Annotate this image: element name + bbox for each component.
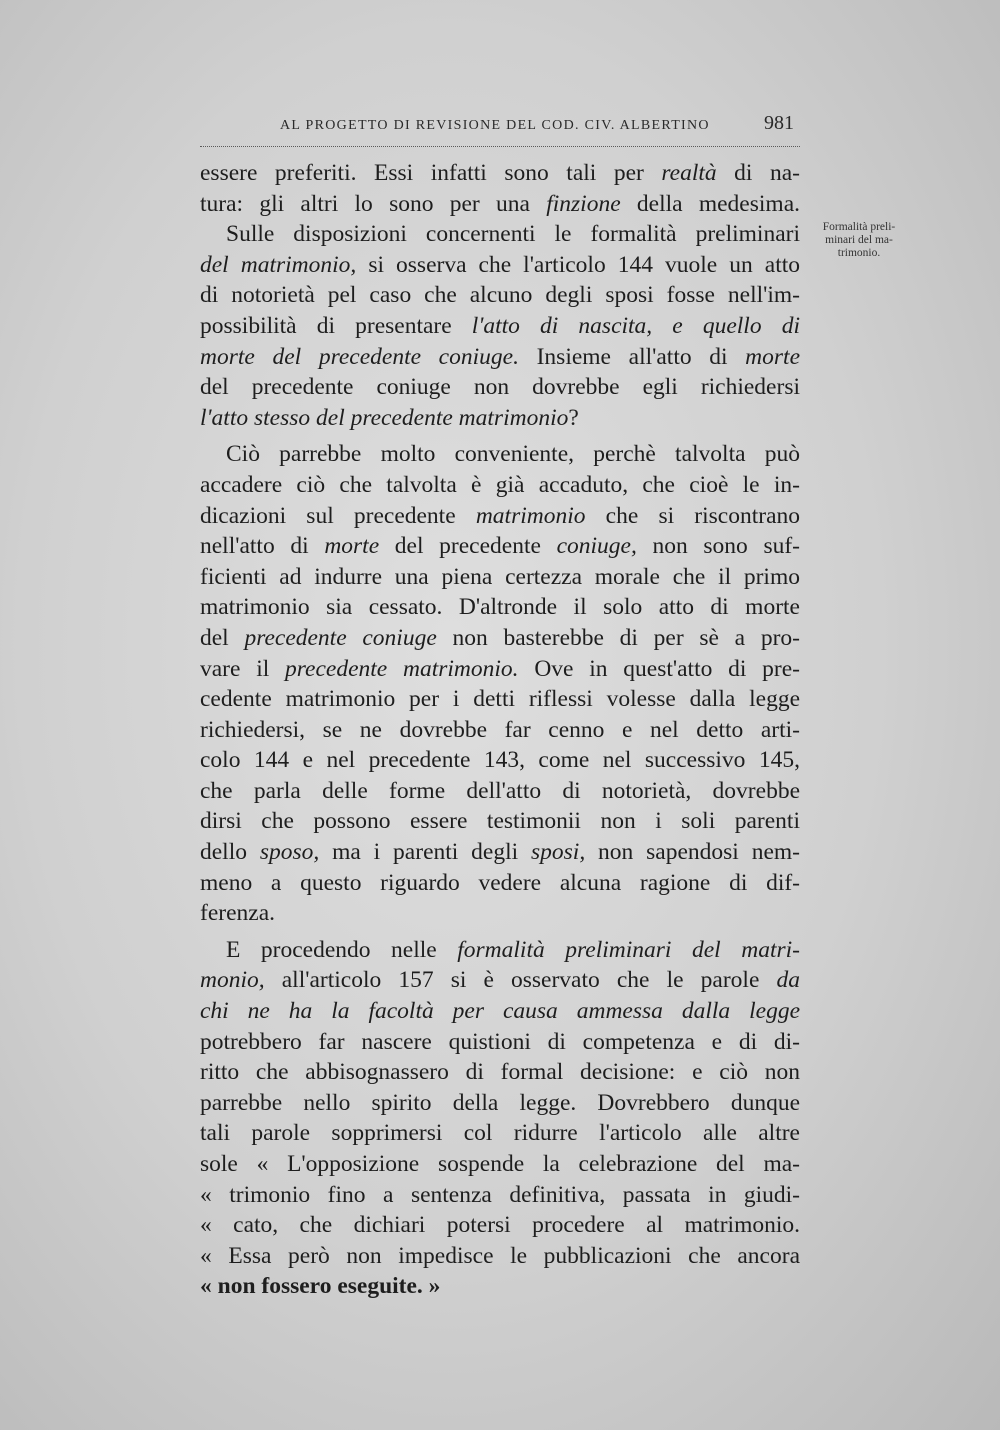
margin-note-line: Formalità preli- [822, 221, 896, 233]
text-span: ficienti ad indurre una piena certezza morale che il primo [200, 563, 800, 590]
text-line [200, 996, 800, 1027]
italic-text: morte [324, 533, 380, 560]
header-rule [200, 146, 800, 147]
italic-text: precedente matrimonio. [285, 655, 519, 682]
text-line [200, 158, 800, 189]
text-line [200, 1118, 800, 1149]
text-span: del precedente coniuge non dovrebbe egli richiedersi [200, 374, 800, 401]
running-header [280, 112, 800, 146]
text-span: « trimonio fino a sentenza definitiva, passata in giudi- [200, 1181, 800, 1208]
text-line [200, 868, 800, 899]
text-span: che parla delle forme dell'atto di notorietà, dovrebbe [200, 777, 800, 804]
text-line [200, 219, 800, 250]
text-span: che si riscontrano [585, 502, 800, 529]
text-span: dirsi che possono essere testimonii non i soli parenti [200, 808, 800, 835]
text-line [200, 1241, 800, 1272]
italic-text: precedente coniuge [244, 624, 437, 651]
text-span: dicazioni sul precedente [200, 502, 476, 529]
text-span: cedente matrimonio per i detti riflessi volesse dalla legge [200, 686, 800, 713]
text-line [200, 250, 800, 281]
text-span: E procedendo nelle [226, 936, 458, 963]
text-line [200, 342, 800, 373]
text-span: « Essa però non impedisce le pubblicazioni che ancora [200, 1242, 800, 1269]
italic-text: chi ne ha la facoltà per causa ammessa dalla legge [200, 998, 800, 1025]
text-line [200, 623, 800, 654]
text-line [200, 1149, 800, 1180]
text-span: vare il [200, 655, 286, 682]
text-span: colo 144 e nel precedente 143, come nel successivo 145, [200, 747, 800, 774]
text-line [200, 654, 800, 685]
italic-text: monio, [200, 967, 265, 994]
italic-text: da [776, 967, 800, 994]
text-line [200, 501, 800, 532]
text-line [200, 372, 800, 403]
text-span: di na- [716, 160, 800, 186]
text-span: sole « L'opposizione sospende la celebrazione del ma- [200, 1151, 800, 1177]
italic-text: sposi, [531, 839, 586, 866]
text-span: del [200, 624, 245, 651]
text-span: ? [568, 404, 579, 431]
italic-text: l'atto stesso del precedente matrimonio [200, 404, 569, 431]
text-span: della medesima. [620, 190, 800, 217]
text-span: richiedersi, se ne dovrebbe far cenno e nel detto arti- [200, 716, 800, 743]
header-title: AL PROGETTO DI REVISIONE DEL COD. CIV. ALBERTINO [280, 118, 710, 133]
text-line [200, 592, 800, 623]
text-line [200, 935, 800, 966]
text-span: Ciò parrebbe molto conveniente, perchè talvolta può [226, 441, 800, 468]
italic-text: finzione [546, 190, 621, 217]
text-line [200, 189, 800, 220]
text-line [200, 280, 800, 311]
text-line [200, 837, 800, 868]
body-text [200, 158, 800, 1302]
text-line [200, 439, 800, 470]
italic-text: morte del precedente coniuge. [200, 343, 519, 370]
text-span: potrebbero far nascere quistioni di competenza e di di- [200, 1028, 800, 1055]
italic-text: del matrimonio, [200, 251, 357, 278]
text-line [200, 1180, 800, 1211]
text-line [200, 531, 800, 562]
text-line [200, 1027, 800, 1058]
text-line [200, 776, 800, 807]
text-line [200, 562, 800, 593]
text-span: non sono suf- [636, 533, 800, 560]
text-span: si osserva che l'articolo 144 vuole un atto [356, 251, 801, 278]
margin-note-line: minari del ma- [825, 234, 893, 246]
text-span: del precedente [379, 533, 557, 560]
margin-note-line: trimonio. [837, 247, 881, 259]
text-span: Ove in quest'atto di pre- [518, 655, 800, 682]
italic-text: matrimonio [475, 502, 586, 529]
text-line [200, 1088, 800, 1119]
text-span: dello [200, 839, 260, 866]
text-line [200, 403, 800, 434]
text-span: ritto che abbisognassero di formal decisione: e ciò non [200, 1059, 800, 1086]
italic-text: l'atto di nascita, e quello di [471, 312, 800, 339]
text-span: ma i parenti degli [319, 839, 531, 866]
text-line [200, 1057, 800, 1088]
text-line [200, 1210, 800, 1241]
italic-text: realtà [661, 160, 717, 186]
text-span: essere preferiti. Essi infatti sono tali per [200, 160, 662, 186]
text-span: accadere ciò che talvolta è già accaduto, che cioè le in- [200, 471, 800, 498]
margin-note [804, 221, 914, 260]
italic-text: coniuge, [556, 533, 637, 560]
italic-text: formalità preliminari del matri- [457, 936, 800, 963]
text-span: di notorietà pel caso che alcuno degli sposi fosse nell'im- [200, 282, 800, 309]
text-span: Insieme all'atto di [518, 343, 746, 370]
text-span: tali parole sopprimersi col ridurre l'articolo alle altre [200, 1120, 800, 1147]
italic-text: sposo, [259, 839, 320, 866]
text-span: Sulle disposizioni concernenti le formalità preliminari [226, 221, 800, 248]
text-span: « non fossero eseguite. » [200, 1273, 441, 1300]
text-line [200, 745, 800, 776]
text-line [200, 311, 800, 342]
text-line [200, 684, 800, 715]
text-span: tura: gli altri lo sono per una [200, 190, 547, 217]
text-line [200, 470, 800, 501]
text-line [200, 898, 800, 929]
text-span: parrebbe nello spirito della legge. Dovrebbero dunque [200, 1089, 800, 1116]
text-line [200, 806, 800, 837]
text-span: possibilità di presentare [200, 312, 472, 339]
text-span: ferenza. [200, 900, 275, 927]
text-span: meno a questo riguardo vedere alcuna ragione di dif- [200, 869, 800, 896]
text-span: « cato, che dichiari potersi procedere al matrimonio. [200, 1212, 800, 1239]
text-line [200, 965, 800, 996]
text-line [200, 715, 800, 746]
italic-text: morte [745, 343, 800, 370]
text-line [200, 1271, 800, 1302]
text-span: non sapendosi nem- [585, 839, 800, 866]
text-span: all'articolo 157 si è osservato che le parole [264, 967, 777, 994]
text-span: non basterebbe di per sè a pro- [436, 624, 800, 651]
text-span: matrimonio sia cessato. D'altronde il solo atto di morte [200, 594, 800, 621]
page-number: 981 [764, 112, 794, 134]
text-span: nell'atto di [200, 533, 325, 560]
